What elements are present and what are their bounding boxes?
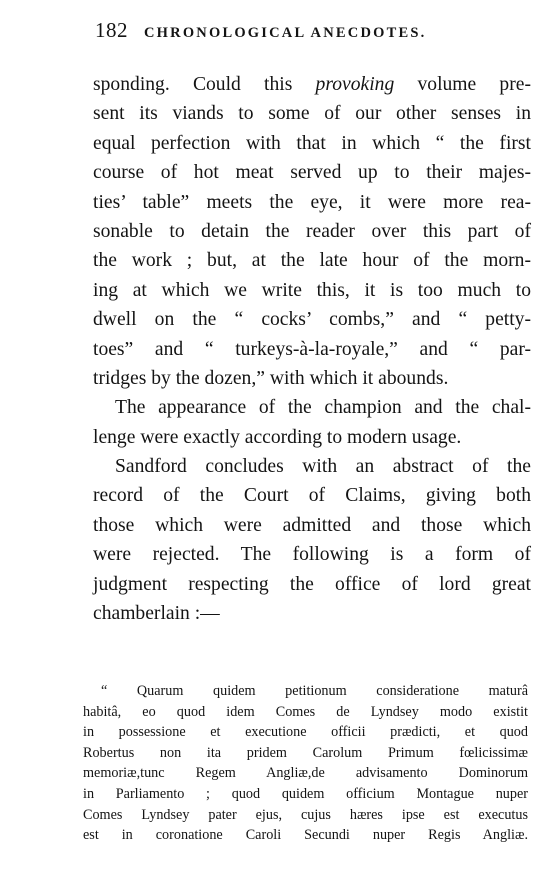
text-line: Sandford concludes with an abstract of the bbox=[115, 456, 531, 478]
text-line: course of hot meat served up to their majes- bbox=[93, 162, 531, 184]
text-line: lenge were exactly according to modern usage. bbox=[93, 426, 462, 448]
quote-line: memoriæ,tunc Regem Angliæ,de advisamento Dominorum bbox=[83, 765, 528, 782]
text-line: dwell on the “ cocks’ combs,” and “ petty- bbox=[93, 309, 531, 331]
running-title: CHRONOLOGICAL ANECDOTES. bbox=[144, 25, 427, 41]
text-line: The appearance of the champion and the chal- bbox=[115, 397, 531, 419]
page-number: 182 bbox=[95, 18, 128, 42]
quote-line: “ Quarum quidem petitionum consideratione maturâ bbox=[101, 683, 528, 699]
quote-line: in Parliamento ; quod quidem officium Montague nuper bbox=[83, 785, 528, 802]
quote-line: Robertus non ita pridem Carolum Primum fœlicissimæ bbox=[83, 744, 528, 761]
text-line: equal perfection with that in which “ the first bbox=[93, 132, 531, 154]
text-line: were rejected. The following is a form of bbox=[93, 544, 531, 566]
page-header bbox=[95, 18, 426, 43]
text-line: judgment respecting the office of lord great bbox=[93, 573, 531, 595]
italic-word: provoking bbox=[315, 74, 395, 95]
text-line: tridges by the dozen,” with which it abounds. bbox=[93, 367, 449, 389]
text-line: ing at which we write this, it is too much to bbox=[93, 279, 531, 301]
text-line: ties’ table” meets the eye, it were more rea- bbox=[93, 191, 531, 213]
text-line: those which were admitted and those which bbox=[93, 514, 531, 536]
text-line: record of the Court of Claims, giving both bbox=[93, 485, 531, 507]
text-line: toes” and “ turkeys-à-la-royale,” and “ par- bbox=[93, 338, 531, 360]
text-line: sponding. Could this provoking volume pre- bbox=[93, 74, 531, 95]
text-line: sent its viands to some of our other senses in bbox=[93, 103, 531, 125]
text-line: chamberlain :— bbox=[93, 603, 220, 625]
quote-line: in possessione et executione officii prædicti, et quod bbox=[83, 724, 528, 741]
quote-line: habitâ, eo quod idem Comes de Lyndsey modo existit bbox=[83, 703, 528, 720]
body-text bbox=[93, 70, 531, 628]
quote-line: est in coronatione Caroli Secundi nuper Regis Angliæ. bbox=[83, 827, 528, 844]
latin-quotation bbox=[83, 681, 528, 846]
text-line: the work ; but, at the late hour of the morn- bbox=[93, 250, 531, 272]
quote-line: Comes Lyndsey pater ejus, cujus hæres ipse est executus bbox=[83, 806, 528, 823]
text-line: sonable to detain the reader over this part of bbox=[93, 220, 531, 242]
